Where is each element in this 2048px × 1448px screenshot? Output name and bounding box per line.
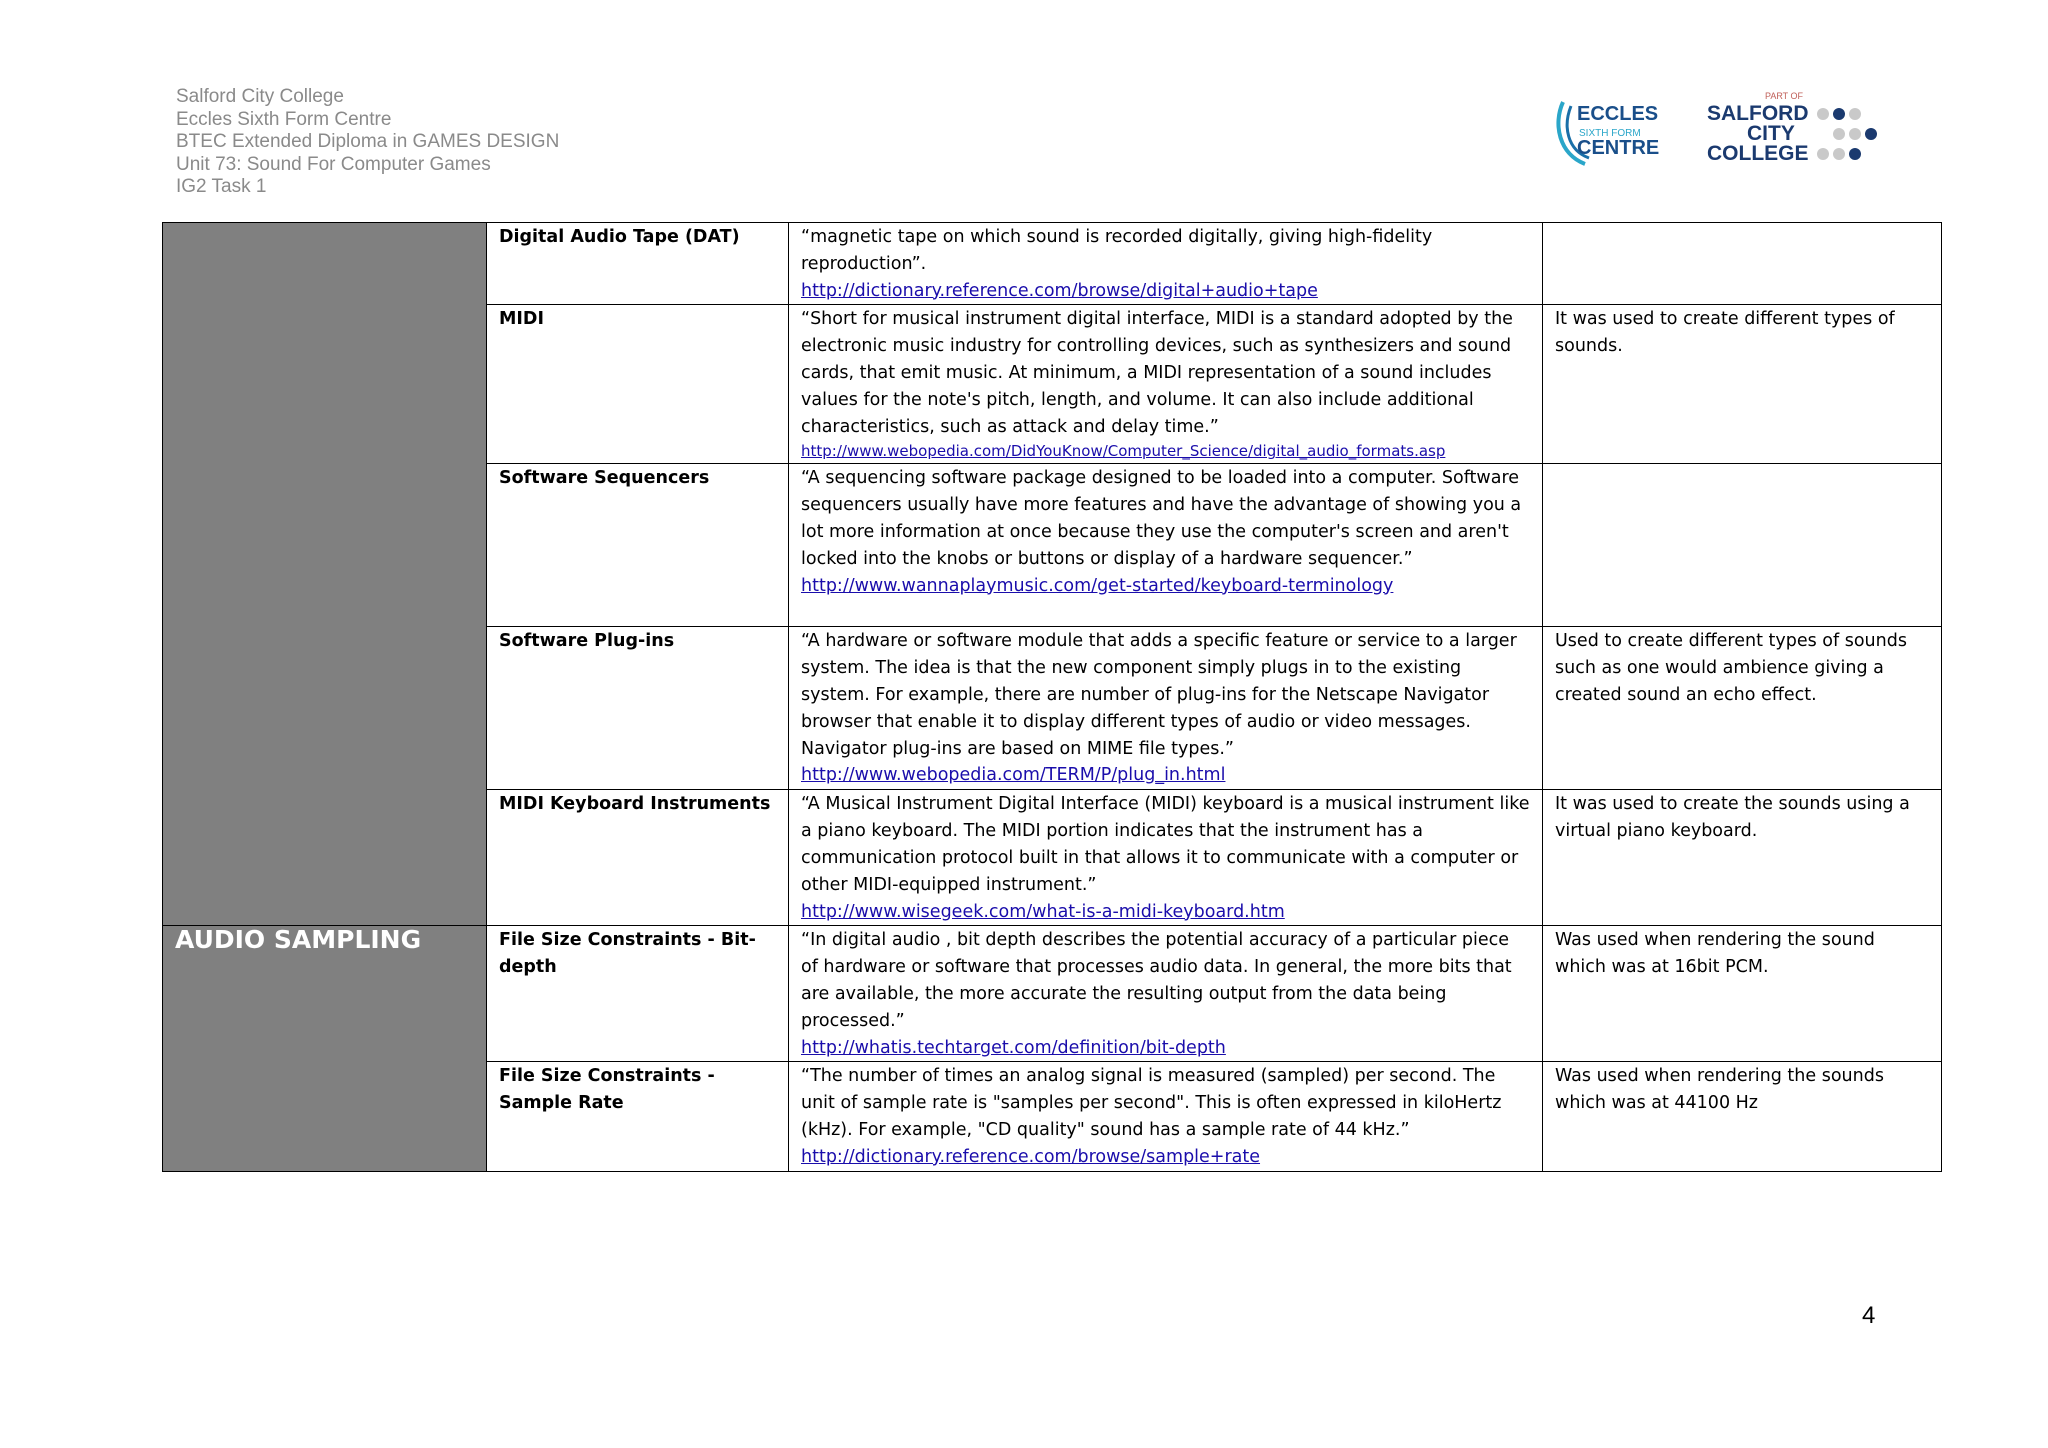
usage-cell: It was used to create the sounds using a virtual piano keyboard. xyxy=(1543,790,1942,926)
salford-logo-tag: PART OF xyxy=(1765,91,1804,101)
term-cell: File Size Constraints - Bit-depth xyxy=(487,926,789,1062)
definition-text: “Short for musical instrument digital interface, MIDI is a standard adopted by the electronic music industry for controlling devices, such as synthesizers and sound cards, that emit music. At minimum, a MIDI representation of a sound includes values for the note's pitch, length, and volume. It can also include additional characteristics, such as attack and delay time.” xyxy=(801,309,1513,437)
definition-cell xyxy=(789,1062,1543,1171)
salford-logo-line3: COLLEGE xyxy=(1707,142,1809,165)
page-number: 4 xyxy=(1862,1302,1876,1329)
definition-cell xyxy=(789,790,1543,926)
usage-cell xyxy=(1543,464,1942,627)
term-cell: Software Plug-ins xyxy=(487,627,789,790)
term-cell: File Size Constraints - Sample Rate xyxy=(487,1062,789,1171)
usage-cell: Was used when rendering the sounds which was at 44100 Hz xyxy=(1543,1062,1942,1171)
header-unit: Unit 73: Sound For Computer Games xyxy=(176,153,491,175)
header-college: Salford City College xyxy=(176,86,344,107)
definition-cell xyxy=(789,305,1543,464)
salford-logo-line2: CITY xyxy=(1747,122,1795,145)
usage-cell: Was used when rendering the sound which was at 16bit PCM. xyxy=(1543,926,1942,1062)
definition-text: “magnetic tape on which sound is recorded digitally, giving high-fidelity reproduction”. xyxy=(801,227,1433,274)
reference-link[interactable]: http://www.wisegeek.com/what-is-a-midi-keyboard.htm xyxy=(801,901,1285,922)
definition-text: “A Musical Instrument Digital Interface (MIDI) keyboard is a musical instrument like a piano keyboard. The MIDI portion indicates that the instrument has a communication protocol built in that allows it to communicate with a computer or other MIDI-equipped instrument.” xyxy=(801,794,1530,895)
header-logos xyxy=(1555,88,1875,178)
definition-cell xyxy=(789,627,1543,790)
document-header xyxy=(176,86,559,199)
reference-link[interactable]: http://dictionary.reference.com/browse/digital+audio+tape xyxy=(801,280,1318,301)
reference-link[interactable]: http://www.wannaplaymusic.com/get-started/keyboard-terminology xyxy=(801,575,1394,596)
term-cell: Digital Audio Tape (DAT) xyxy=(487,223,789,305)
reference-link[interactable]: http://www.webopedia.com/DidYouKnow/Computer_Science/digital_audio_formats.asp xyxy=(801,442,1446,461)
definition-text: “A hardware or software module that adds a specific feature or service to a larger system. The idea is that the new component simply plugs in to the existing system. For example, there are number of plug-ins for the Netscape Navigator browser that enable it to display different types of audio or video messages. Navigator plug-ins are based on MIME file types.” xyxy=(801,631,1517,759)
usage-cell xyxy=(1543,223,1942,305)
terminology-table xyxy=(162,222,1942,1172)
term-cell: MIDI Keyboard Instruments xyxy=(487,790,789,926)
usage-cell: It was used to create different types of sounds. xyxy=(1543,305,1942,464)
reference-link[interactable]: http://www.webopedia.com/TERM/P/plug_in.html xyxy=(801,765,1226,786)
eccles-logo-line3: CENTRE xyxy=(1577,137,1660,159)
definition-cell xyxy=(789,223,1543,305)
definition-text: “The number of times an analog signal is measured (sampled) per second. The unit of sample rate is "samples per second". This is often expressed in kiloHertz (kHz). For example, "CD quality" sound has a sample rate of 44 kHz.” xyxy=(801,1066,1502,1140)
table-row xyxy=(163,926,1942,1062)
category-cell-audio-sampling: AUDIO SAMPLING xyxy=(163,926,487,1171)
salford-logo-line1: SALFORD xyxy=(1707,102,1809,125)
definition-text: “A sequencing software package designed to be loaded into a computer. Software sequencers usually have more features and have the advantage of showing you a lot more information at once because they use the computer's screen and aren't locked into the knobs or buttons or display of a hardware sequencer.” xyxy=(801,468,1522,569)
usage-cell: Used to create different types of sounds such as one would ambience giving a created sound an echo effect. xyxy=(1543,627,1942,790)
reference-link[interactable]: http://whatis.techtarget.com/definition/bit-depth xyxy=(801,1037,1226,1058)
definition-cell xyxy=(789,926,1543,1062)
salford-city-college-logo xyxy=(1707,88,1877,172)
header-centre: Eccles Sixth Form Centre xyxy=(176,108,392,130)
eccles-logo-line2: SIXTH FORM xyxy=(1579,128,1641,139)
category-cell-continued xyxy=(163,223,487,926)
definition-cell xyxy=(789,464,1543,627)
term-cell: MIDI xyxy=(487,305,789,464)
term-cell: Software Sequencers xyxy=(487,464,789,627)
header-course: BTEC Extended Diploma in GAMES DESIGN xyxy=(176,131,560,152)
header-task: IG2 Task 1 xyxy=(176,176,267,197)
reference-link[interactable]: http://dictionary.reference.com/browse/sample+rate xyxy=(801,1146,1261,1167)
definition-text: “In digital audio , bit depth describes the potential accuracy of a particular piece of hardware or software that processes audio data. In general, the more bits that are available, the more accurate the resulting output from the data being processed.” xyxy=(801,930,1512,1031)
eccles-logo-line1: ECCLES xyxy=(1577,103,1659,125)
table-row xyxy=(163,223,1942,305)
eccles-sixth-form-logo xyxy=(1555,94,1665,168)
